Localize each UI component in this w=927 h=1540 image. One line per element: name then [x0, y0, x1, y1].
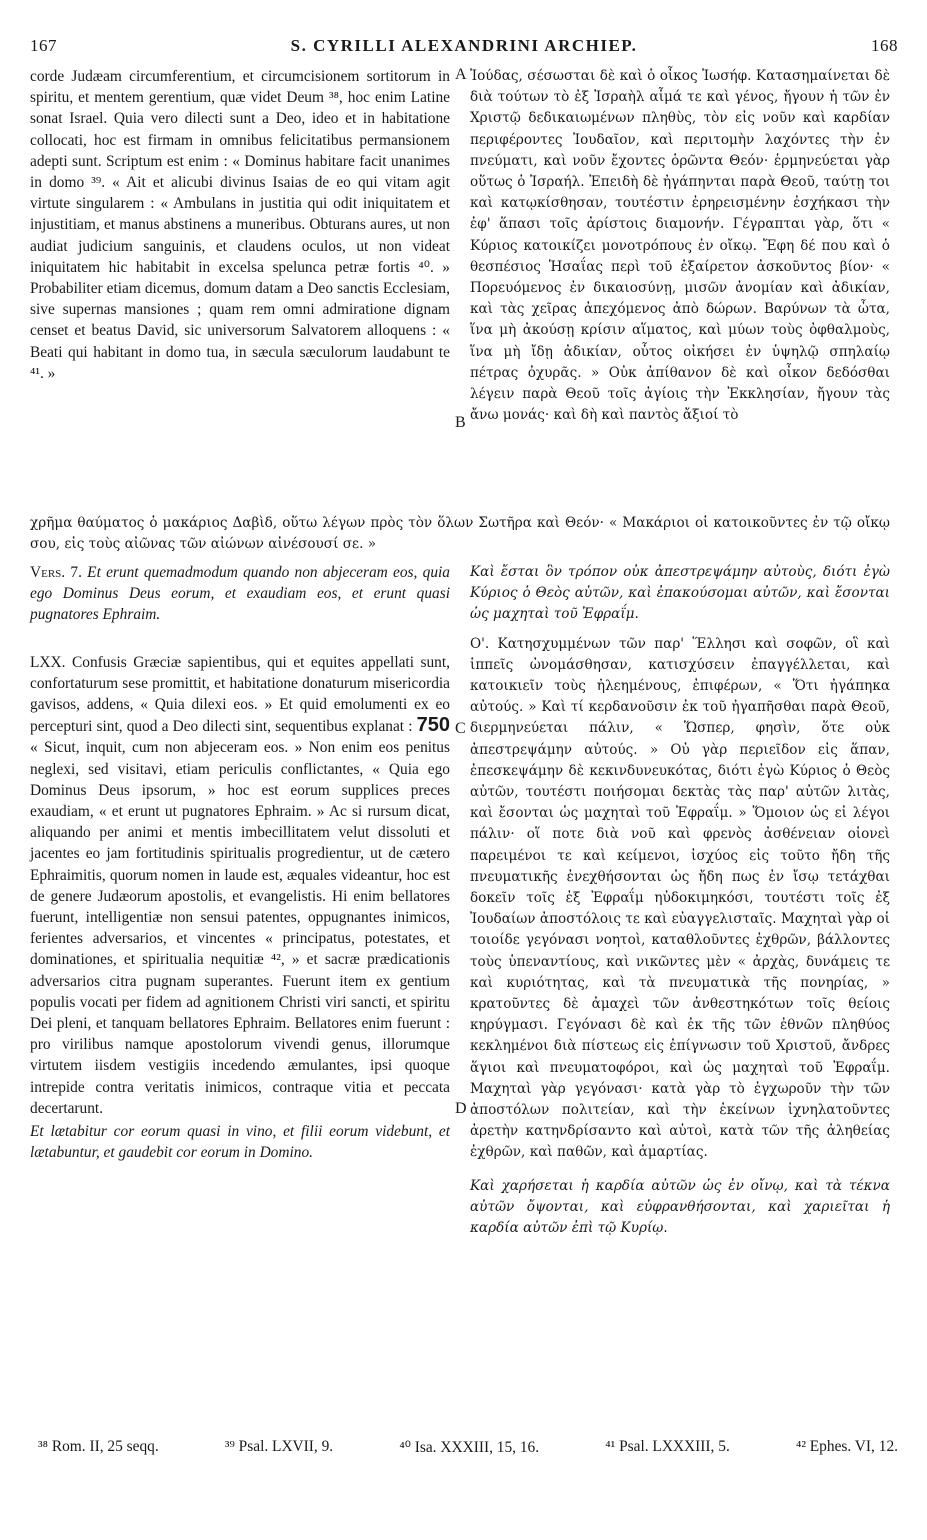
footnote-41: ⁴¹ Psal. LXXXIII, 5. [605, 1438, 730, 1455]
running-title: S. CYRILLI ALEXANDRINI ARCHIEP. [290, 36, 638, 55]
greek-full-line-text: χρῆμα θαύματος ὁ μακάριος Δαβὶδ, οὕτω λέγων πρὸς τὸν ὅλων Σωτῆρα καὶ Θεόν· « Μακάριοι οἱ κατοικοῦντες ἐν τῷ οἴκῳ σου, εἰς τοὺς αἰῶνας τῶν αἰώνων αἰνέσουσί σε. » [30, 515, 890, 553]
greek-full-width-line [30, 513, 890, 555]
greek-section-label: Ο'. [470, 635, 490, 652]
greek-closing-verse: Καὶ χαρήσεται ἡ καρδία αὐτῶν ὡς ἐν οἴνῳ, καὶ τὰ τέκνα αὐτῶν ὄψονται, καὶ εὐφρανθήσονται, καὶ χαριεῖται ἡ καρδία αὐτῶν ἐπὶ τῷ Κυρίῳ. [470, 1177, 890, 1237]
latin-closing-verse: Et lætabitur cor eorum quasi in vino, et filii eorum videbunt, et lætabuntur, et gaudebit cor eorum in Domino. [30, 1123, 450, 1162]
latin-section-text-a: Confusis Græciæ sapientibus, qui et equites appellati sunt, confortaturum sese promittit, et habitatione donaturum misericordia gavisos, addens, « Quia dilexi eos. » Et quid emolumenti ex eo percepturi sint, quod a Deo dilecti sint, sequentibus explanat : [30, 653, 450, 736]
greek-column-bottom [470, 562, 890, 1412]
footnote-42: ⁴² Ephes. VI, 12. [795, 1438, 898, 1455]
latin-paragraph-1: corde Judæam circumferentium, et circumcisionem sortitorum in spiritu, et mentem gerentium, quæ videt Deum ³⁸, hoc enim Latine sonat Israel. Quia vero dilecti sunt a Deo, ideo et in habitatione collocati, hoc est firmam in omnibus felicitatibus permansionem adepti sunt. Scriptum est enim : « Dominus habitare facit unanimes in domo ³⁹. « Ait et alicubi divinus Isaias de eo qui vitam agit virtute singularem : « Ambulans in justitia qui odit iniquitatem et injustitiam, et manus abstinens a muneribus. Obturans aures, ut non audiat judicium sanguinis, et claudens oculos, ut non videat iniquitatem hic habitabit in excelsa spelunca petræ fortis ⁴⁰. » Probabiliter etiam dicemus, domum datam a Deo sanctis Ecclesiam, sive supernas mansiones ; quam rem omni admiratione dignam censet et beatus David, sic universorum Salvatorem alloquens : « Beati qui habitant in domo tua, in sæcula sæculorum laudabunt te ⁴¹. » [30, 68, 450, 382]
latin-column-top [30, 66, 450, 506]
greek-column-top [470, 66, 890, 506]
margin-marker-c: C [455, 720, 466, 737]
greek-section-text: Κατησχυμμένων τῶν παρ' Ἕλλησι καὶ σοφῶν, οἳ καὶ ἱππεῖς ὠνομάσθησαν, κατισχύσειν ἐπαγγέλλεται, καὶ κατοικιεῖν τοὺς ἠλεημένους, ἐπιφέρων, « Ὅτι ἠγάπηκα αὐτούς. » Καὶ τί κερδανοῦσιν ἐκ τοῦ ἠγαπῆσθαι παρὰ Θεοῦ, διερμηνεύεται πάλιν, « Ὥσπερ, φησὶν, ὅτε οὐκ ἀπεστρεψάμην αὐτούς. » Οὐ γὰρ περιεῖδον εἰς ἅπαν, ἐπεσκεψάμην δὲ κεκινδυνευκότας, διότι ἐγὼ Κύριος ὁ Θεὸς αὐτῶν, τουτέστι ποιήσομαι δεκτὰς τὰς παρ' αὐτῶν λιτὰς, καὶ ἔσονται ὡς μαχηταὶ τοῦ Ἐφραΐμ. » Ὅμοιον ὡς εἰ λέγοι πάλιν· οἵ ποτε διὰ νοῦ καὶ φρενὸς ἀσθένειαν οἱονεὶ παρειμένοι τε καὶ κείμενοι, ἰσχύος εἰς τοῦτο ἤδη τῆς πνευματικῆς ἐνεχθήσονται ὡς ἤδη πως ἐν ἴσῳ τετάχθαι δοκεῖν τοῖς ἐξ Ἐφραΐμ ηὐδοκιμηκόσι, τουτέστι τοῖς ἐξ Ἰουδαίων ἀποστόλοις τε καὶ εὐαγγελισταῖς. Μαχηταὶ γὰρ οἱ τοιοίδε γεγόνασι νοητοὶ, καταθλοῦντες ἐχθρῶν, βάλλοντες τοὺς ὑπεναντίους, καὶ νικῶντες μὲν « ἀρχὰς, δυνάμεις τε καὶ κυριότητας, καὶ τὰ πνευματικὰ τῆς πονηρίας, » κρατοῦντες δὲ ἀμαχεὶ τῶν ἀνθεστηκότων τοῖς θείοις κηρύγμασι. Γεγόνασι δὲ καὶ ἐκ τῆς τῶν ἐθνῶν πληθύος κεκλημένοι διὰ πίστεως εἰς ἐπίγνωσιν τοῦ Χριστοῦ, ἄνδρες ἅγιοι καὶ πνευματοφόροι, καὶ ὡς μαχηταὶ τοῦ Ἐφραΐμ. Μαχηταὶ γὰρ γεγόνασι· κατὰ γὰρ τὸ ἐγχωροῦν τὴν τῶν ἀποστόλων πολιτείαν, καὶ τὴν ἐκείνων ἰχνηλατοῦντες ἀρετὴν κατηνδρίσαντο καὶ αὐτοὶ, κατὰ τῶν τῆς ἀληθείας ἐχθρῶν, καὶ παθῶν, καὶ ἁμαρτίας. [470, 635, 890, 1161]
margin-marker-a: A [455, 66, 467, 83]
latin-verse-text: Et erunt quemadmodum quando non abjeceram eos, quia ego Dominus Deus eorum, et exaudiam eos, et erunt quasi pugnatores Ephraim. [30, 564, 450, 624]
latin-section-label: LXX. [30, 653, 66, 671]
footnote-38: ³⁸ Rom. II, 25 seqq. [38, 1438, 159, 1455]
column-number: 750 [416, 714, 450, 737]
latin-verse [30, 562, 450, 626]
left-page-number: 167 [30, 36, 57, 55]
latin-column-bottom [30, 562, 450, 1402]
latin-section-text-b: « Sicut, inquit, cum non abjeceram eos. » Non enim eos penitus neglexi, sed visitavi, etiam periculis conflictantes, « Quia ego Dominus Deus ipsorum, » hoc est eorum supplices preces exaudiam, « et erunt ut pugnatores Ephraim. » Ac si rursum dicat, aliquando per animi et mentis imbecillitatem velut dissoluti et jacentes eo jam fortitudinis spiritualis progredientur, ut de cætero Ephraimitis, quorum nomen in laude est, æquales videantur, hoc est de genere Judæorum apostolis, et evangelistis. Hi enim bellatores fuerunt, intelligentiæ non sensui patentes, oppugnantes inimicos, ferientes adversarios, et vincentes « principatus, potestates, et dominationes, et spiritualia nequitiæ ⁴², » et sacræ prædicationis adversarios citra pugnam superantes. Fuerunt item ex gentium populis vocati per fidem ad agnitionem Christi viri sancti, et spiritu Dei pleni, et tanquam bellatores Ephraim. Bellatores enim fuerunt : pro virilibus namque apostolorum vivendi genus, illorumque virtutem iisdem vestigiis incedendo æmulantes, ipsi quoque intrepide contra veritatis inimicos, contraque vitia et peccata decertarunt. [30, 739, 450, 1117]
greek-verse: Καὶ ἔσται ὃν τρόπον οὐκ ἀπεστρεψάμην αὐτοὺς, διότι ἐγὼ Κύριος ὁ Θεὸς αὐτῶν, καὶ ἐπακούσομαι αὐτῶν, καὶ ἔσονται ὡς μαχηταὶ τοῦ Ἐφραΐμ. [470, 564, 890, 623]
margin-marker-d: D [455, 1100, 467, 1117]
latin-section-lxx [30, 652, 450, 1119]
right-page-number: 168 [871, 36, 898, 55]
greek-paragraph-1: Ἰούδας, σέσωσται δὲ καὶ ὁ οἶκος Ἰωσήφ. Κατασημαίνεται δὲ διὰ τούτων τὸ ἐξ Ἰσραὴλ αἷμά τε καὶ γένος, ἤγουν ἡ τῶν ἐν Χριστῷ δεδικαιωμένων πληθὺς, τὸν εἰς νοῦν καὶ καρδίαν περιφέροντες Ἰουδαῖον, καὶ περιτομὴν λαχόντες τὴν ἐν πνεύματι, καὶ νοῦν ἔχοντες ὁρῶντα Θεόν· ἑρμηνεύεται γὰρ οὕτως ὁ Ἰσραήλ. Ἐπειδὴ δὲ ἠγάπηνται παρὰ Θεοῦ, ταύτῃ τοι καὶ κατῳκίσθησαν, τουτέστιν ἐρηρεισμένην ἐσχήκασι τὴν ἐφ' ἅπασι τοῖς ἀρίστοις διαμονήν. Γέγραπται γὰρ, ὅτι « Κύριος κατοικίζει μονοτρόπους ἐν οἴκῳ. Ἔφη δέ που καὶ ὁ θεσπέσιος Ἡσαΐας περὶ τοῦ ἐξαίρετον ἀσκοῦντος βίον· « Πορευόμενος ἐν δικαιοσύνῃ, μισῶν ἀνομίαν καὶ ἀδικίαν, καὶ τὰς χεῖρας ἀπεχόμενος ἀπὸ δώρων. Βαρύνων τὰ ὦτα, ἵνα μὴ ἀκούσῃ κρίσιν αἵματος, καὶ μύων τοὺς ὀφθαλμοὺς, ἵνα μὴ ἴδῃ ἀδικίαν, οὗτος οἰκήσει ἐν ὑψηλῷ σπηλαίῳ πέτρας ὀχυρᾶς. » Οὐκ ἀπίθανον δὲ καὶ οἶκον δεδόσθαι λέγειν παρὰ Θεοῦ τοῖς ἁγίοις τὴν Ἐκκλησίαν, ἤγουν τὰς ἄνω μονάς· καὶ δὴ καὶ παντὸς ἄξιοί τὸ [470, 68, 890, 424]
page-header [22, 36, 906, 58]
footnote-39: ³⁹ Psal. LXVII, 9. [224, 1438, 334, 1455]
margin-marker-b: B [455, 414, 466, 431]
latin-verse-label: Vers. 7. [30, 564, 82, 581]
greek-section-o [470, 634, 890, 1164]
footnotes [38, 1438, 898, 1457]
footnote-40: ⁴⁰ Isa. XXXIII, 15, 16. [399, 1439, 540, 1456]
